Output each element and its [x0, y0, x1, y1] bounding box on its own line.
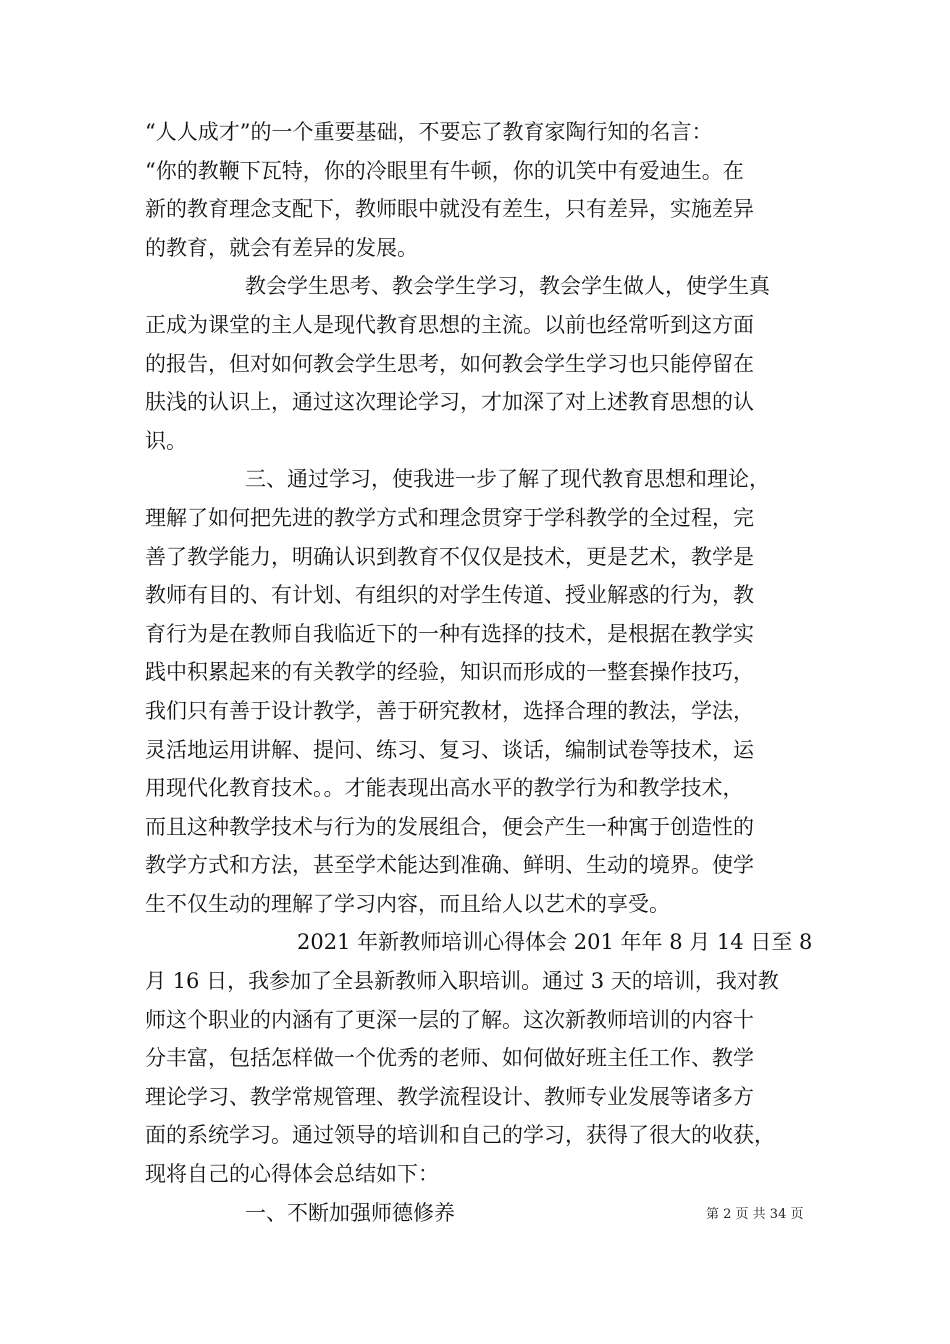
- text-line: 理解了如何把先进的教学方式和理念贯穿于学科教学的全过程，完: [145, 505, 754, 530]
- text-line: 面的系统学习。通过领导的培训和自己的学习，获得了很大的收获，: [145, 1123, 775, 1148]
- text-line: 的教育，就会有差异的发展。: [145, 235, 418, 260]
- text-line: 三、通过学习，使我进一步了解了现代教育思想和理论，: [245, 467, 770, 492]
- text-line: “人人成才”的一个重要基础，不要忘了教育家陶行知的名言：: [145, 120, 713, 144]
- text-line: 育行为是在教师自我临近下的一种有选择的技术，是根据在教学实: [145, 621, 754, 646]
- text-line: 新的教育理念支配下，教师眼中就没有差生，只有差异，实施差异: [145, 197, 754, 222]
- text-line: 教会学生思考、教会学生学习，教会学生做人，使学生真: [245, 274, 770, 299]
- text-line: 我们只有善于设计教学，善于研究教材，选择合理的教法，学法，: [145, 698, 754, 723]
- text-line: 月 16 日，我参加了全县新教师入职培训。通过 3 天的培训，我对教: [145, 969, 779, 994]
- page-number-footer: 第 2 页 共 34 页: [706, 1207, 804, 1222]
- document-body: [145, 113, 813, 1232]
- text-line: 一、不断加强师德修养: [245, 1200, 455, 1225]
- text-line: 的报告，但对如何教会学生思考，如何教会学生学习也只能停留在: [145, 351, 754, 376]
- text-line: 2021 年新教师培训心得体会 201 年年 8 月 14 日至 8: [297, 930, 813, 955]
- text-line: 教学方式和方法，甚至学术能达到准确、鲜明、生动的境界。使学: [145, 853, 754, 878]
- text-line: “你的教鞭下瓦特，你的冷眼里有牛顿，你的讥笑中有爱迪生。在: [145, 158, 744, 183]
- text-line: 识。: [145, 428, 187, 453]
- text-line: 生不仅生动的理解了学习内容，而且给人以艺术的享受。: [145, 891, 670, 916]
- text-line: 分丰富，包括怎样做一个优秀的老师、如何做好班主任工作、教学: [145, 1046, 754, 1071]
- text-line: 践中积累起来的有关教学的经验，知识而形成的一整套操作技巧，: [145, 660, 754, 685]
- text-line: 善了教学能力，明确认识到教育不仅仅是技术，更是艺术，教学是: [145, 544, 754, 569]
- text-line: 肤浅的认识上，通过这次理论学习，才加深了对上述教育思想的认: [145, 390, 754, 415]
- text-line: 现将自己的心得体会总结如下：: [145, 1162, 439, 1187]
- text-line: 灵活地运用讲解、提问、练习、复习、谈话，编制试卷等技术，运: [145, 737, 754, 762]
- text-line: 而且这种教学技术与行为的发展组合，便会产生一种寓于创造性的: [145, 814, 754, 839]
- text-line: 用现代化教育技术。。才能表现出高水平的教学行为和教学技术，: [145, 776, 744, 801]
- text-line: 教师有目的、有计划、有组织的对学生传道、授业解惑的行为，教: [145, 583, 754, 608]
- text-line: 正成为课堂的主人是现代教育思想的主流。以前也经常听到这方面: [145, 312, 754, 337]
- text-line: 师这个职业的内涵有了更深一层的了解。这次新教师培训的内容十: [145, 1007, 754, 1032]
- text-line: 理论学习、教学常规管理、教学流程设计、教师专业发展等诸多方: [145, 1084, 754, 1109]
